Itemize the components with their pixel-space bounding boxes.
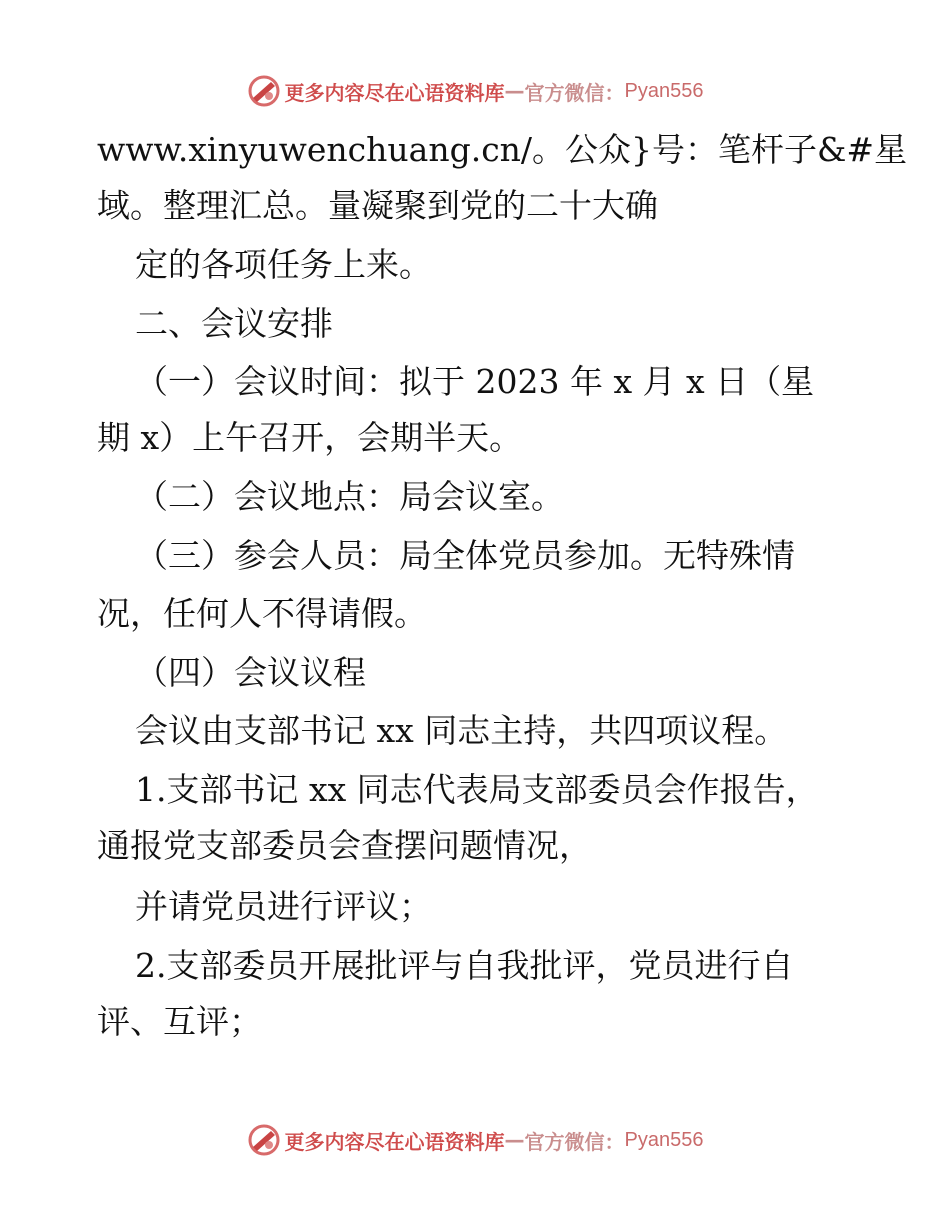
line-1-text: www.xinyuwenchuang.cn/。公众}号：笔杆子&#星 <box>97 130 908 169</box>
body-line-2 <box>97 186 658 226</box>
body-line-1 <box>97 130 908 170</box>
line-12-text: 1.支部书记 xx 同志代表局支部委员会作报告， <box>135 770 819 809</box>
section-heading-arrangement <box>135 304 333 344</box>
banner-wechat-label: 官方微信： <box>524 80 625 105</box>
banner-wechat-id: Pyan556 <box>624 79 704 102</box>
line-6-text: 期 x）上午召开，会期半天。 <box>97 418 523 457</box>
line-5-text: （一）会议时间：拟于 2023 年 x 月 x 日（星 <box>135 362 815 401</box>
line-4-text: 二、会议安排 <box>135 304 333 343</box>
line-3-text: 定的各项任务上来。 <box>135 245 432 284</box>
pen-logo-icon <box>247 1123 281 1157</box>
line-13-text: 通报党支部委员会查摆问题情况， <box>97 826 592 865</box>
body-line-7 <box>135 477 564 517</box>
body-line-12 <box>135 770 819 810</box>
banner-site-text: 更多内容尽在心语资料库 <box>284 80 505 105</box>
line-15-text: 2.支部委员开展批评与自我批评，党员进行自 <box>135 946 794 985</box>
body-line-16 <box>97 1002 262 1042</box>
body-line-13 <box>97 826 592 866</box>
footer-watermark-banner <box>0 1120 950 1160</box>
line-16-text: 评、互评； <box>97 1002 262 1041</box>
line-9-text: 况，任何人不得请假。 <box>97 594 427 633</box>
body-line-15 <box>135 946 794 986</box>
subsection-heading-agenda <box>135 653 366 693</box>
body-line-8 <box>135 536 795 576</box>
body-line-5 <box>135 362 814 402</box>
line-11-text: 会议由支部书记 xx 同志主持，共四项议程。 <box>135 711 788 750</box>
banner-site-text: 更多内容尽在心语资料库 <box>284 1129 505 1154</box>
line-8-text: （三）参会人员：局全体党员参加。无特殊情 <box>135 536 795 575</box>
banner-wechat-label: 官方微信： <box>524 1129 625 1154</box>
line-2-text: 域。整理汇总。量凝聚到党的二十大确 <box>97 186 658 225</box>
body-line-14 <box>135 887 432 927</box>
line-7-text: （二）会议地点：局会议室。 <box>135 477 564 516</box>
banner-separator: — <box>504 1128 525 1152</box>
line-10-text: （四）会议议程 <box>135 653 366 692</box>
line-14-text: 并请党员进行评议； <box>135 887 432 926</box>
body-line-3 <box>135 245 432 285</box>
body-line-6 <box>97 418 522 458</box>
body-line-11 <box>135 711 787 751</box>
banner-separator: — <box>504 79 525 103</box>
banner-wechat-id: Pyan556 <box>624 1128 704 1151</box>
body-line-9 <box>97 594 427 634</box>
